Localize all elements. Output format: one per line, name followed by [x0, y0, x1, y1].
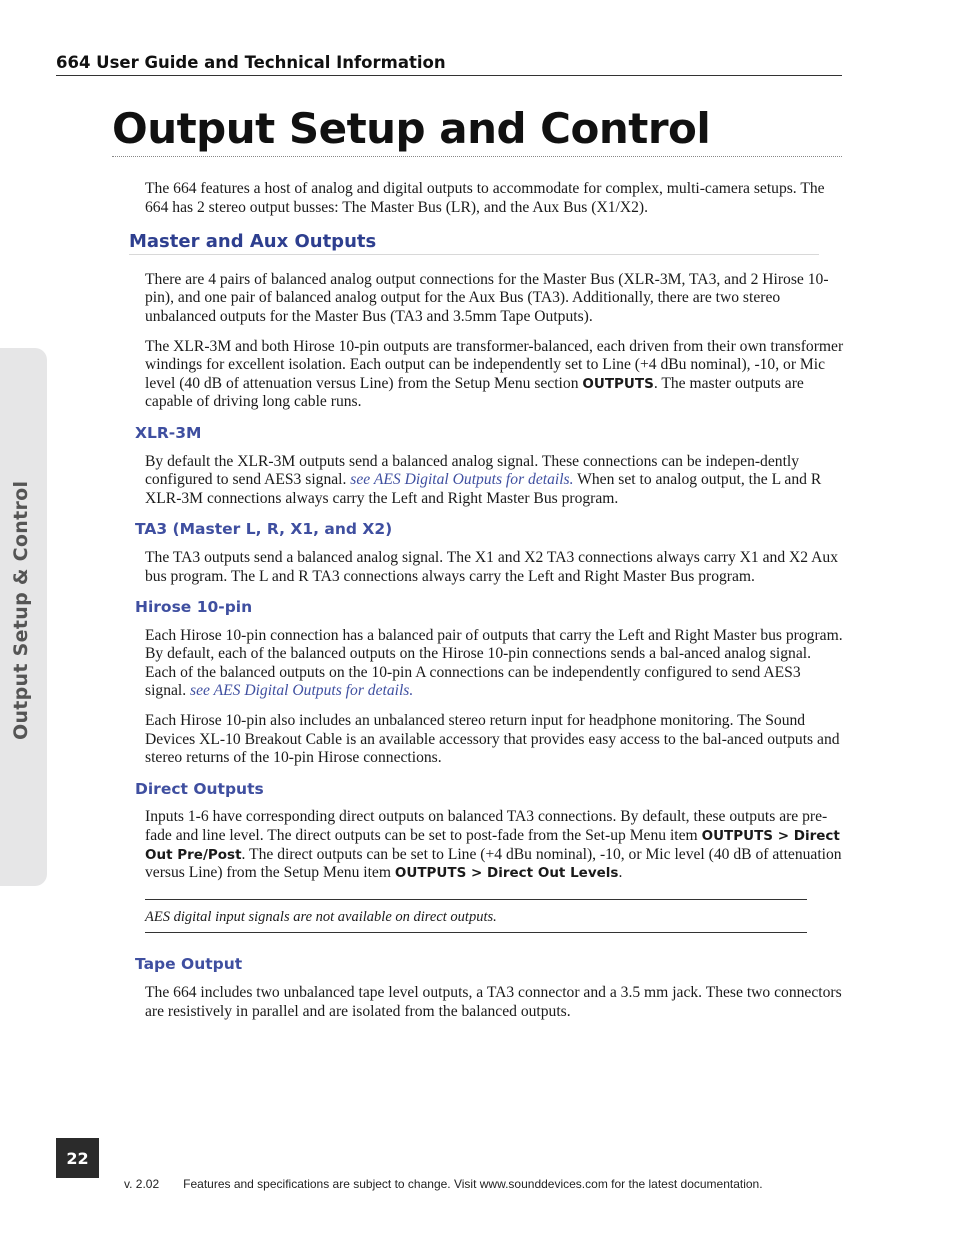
subheading-hirose: Hirose 10-pin: [135, 598, 253, 617]
menu-reference-direct-out-pre-post: OUTPUTS > Direct Out Pre/Post: [145, 828, 840, 863]
xlr-paragraph: [145, 453, 845, 509]
text-run: .: [618, 864, 623, 882]
note-box: AES digital input signals are not available on direct outputs.: [145, 899, 807, 934]
text-run: When set to analog output, the L and R XLR-3M connections always carry the Left and Right Master Bus program.: [145, 471, 822, 507]
page-number: 22: [56, 1138, 99, 1178]
subheading-ta3: TA3 (Master L, R, X1, and X2): [135, 520, 393, 539]
tape-output-paragraph: The 664 includes two unbalanced tape level outputs, a TA3 connector and a 3.5 mm jack. These two connectors are resistively in parallel and are isolated from the balanced outputs.: [145, 984, 842, 1020]
menu-reference-outputs: OUTPUTS: [582, 375, 654, 392]
section-heading-master-aux: Master and Aux Outputs: [129, 233, 819, 255]
text-run: Inputs 1-6 have corresponding direct outputs on balanced TA3 connections. By default, these outputs are pre-fade and line level. The direct outputs can be set to post-fade from the Set-up Menu item: [145, 808, 828, 845]
footer-disclaimer: Features and specifications are subject to change. Visit www.sounddevices.com for the latest documentation.: [183, 1177, 763, 1191]
footer: [124, 1177, 763, 1191]
hirose-paragraph-2: Each Hirose 10-pin also includes an unbalanced stereo return input for headphone monitoring. The Sound Devices XL-10 Breakout Cable is an available accessory that provides easy access to the bal-anced outputs and stereo returns of the 10-pin Hirose connections.: [145, 712, 840, 767]
text-run: Each Hirose 10-pin connection has a balanced pair of outputs that carry the Left and Right Master bus program. By default, each of the balanced outputs on the Hirose 10-pin connections sends a bal-anced analog signal. Each of the balanced outputs on the 10-pin A connections can be independently configured to send AES3 signal.: [145, 626, 843, 700]
subheading-direct-outputs: Direct Outputs: [135, 779, 264, 798]
version-label: v. 2.02: [124, 1177, 160, 1191]
subheading-xlr-3m: XLR-3M: [135, 423, 202, 442]
text-run: . The direct outputs can be set to Line (+4 dBu nominal), -10, or Mic level (40 dB of attenuation versus Line) from the Setup Menu item: [145, 845, 842, 882]
text-run: The XLR-3M and both Hirose 10-pin outputs are transformer-balanced, each driven from their own transformer windings for excellent isolation. Each output can be independently set to Line (+4 dBu nominal), -10, or Mic level (40 dB of attenuation versus Line) from the Setup Menu section: [145, 337, 844, 392]
intro-paragraph: The 664 features a host of analog and digital outputs to accommodate for complex, multi-camera setups. The 664 has 2 stereo output busses: The Master Bus (LR), and the Aux Bus (X1/X2).: [145, 180, 825, 216]
side-tab-label: Output Setup & Control: [10, 480, 32, 740]
page-content: [129, 180, 845, 1021]
text-run: . The master outputs are capable of driving long cable runs.: [145, 374, 804, 411]
subheading-tape-output: Tape Output: [135, 955, 243, 974]
master-aux-paragraph-2: [145, 338, 845, 412]
menu-reference-direct-out-levels: OUTPUTS > Direct Out Levels: [394, 865, 619, 882]
ta3-paragraph: The TA3 outputs send a balanced analog signal. The X1 and X2 TA3 connections always carry X1 and X2 Aux bus program. The L and R TA3 connections always carry the Left and Right Master Bus program.: [145, 548, 838, 585]
text-run: By default the XLR-3M outputs send a balanced analog signal. These connections can be indepen-dently configured to send AES3 signal.: [145, 452, 800, 489]
aes-outputs-link[interactable]: see AES Digital Outputs for details.: [190, 682, 414, 700]
direct-outputs-paragraph: [145, 808, 845, 882]
master-aux-paragraph-1: There are 4 pairs of balanced analog output connections for the Master Bus (XLR-3M, TA3, and 2 Hirose 10-pin), and one pair of balanced analog output for the Aux Bus (TA3). Additionally, there are two stereo unbalanced outputs for the Master Bus (TA3 and 3.5mm Tape Outputs).: [145, 270, 829, 325]
hirose-paragraph-1: [145, 627, 845, 701]
page-title: Output Setup and Control: [112, 103, 842, 157]
aes-outputs-link[interactable]: see AES Digital Outputs for details.: [350, 471, 574, 489]
running-header: 664 User Guide and Technical Information: [56, 53, 842, 76]
